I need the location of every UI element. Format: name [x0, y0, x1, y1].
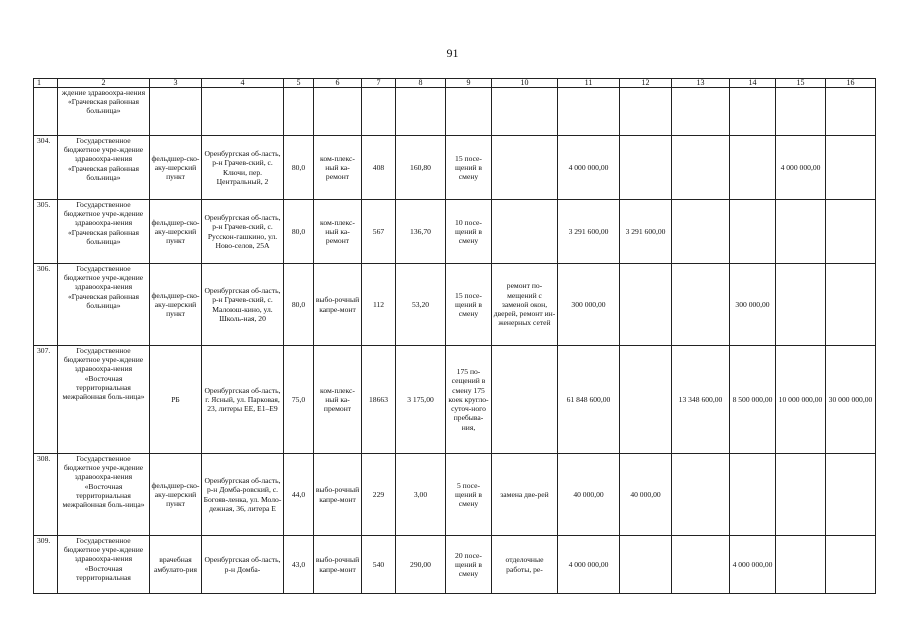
cost-col15-cell: [776, 536, 826, 594]
cost-col14-cell: 300 000,00: [730, 264, 776, 346]
cost-col15-cell: [776, 88, 826, 136]
row-number: [34, 88, 58, 136]
table-row: [34, 346, 876, 454]
header-cell: 12: [620, 79, 672, 88]
cost-col14-cell: [730, 88, 776, 136]
work-type-cell: ком-плекс-ный ка-ремонт: [314, 200, 362, 264]
cost-col12-cell: [620, 536, 672, 594]
cost-col16-cell: 30 000 000,00: [826, 346, 876, 454]
volume-cell: 3 175,00: [396, 346, 446, 454]
total-cost-cell: 4 000 000,00: [558, 136, 620, 200]
table-row: [34, 536, 876, 594]
work-description-cell: [492, 136, 558, 200]
work-description-cell: [492, 346, 558, 454]
wear-percent-cell: [284, 88, 314, 136]
area-cell: [362, 88, 396, 136]
work-description-cell: [492, 88, 558, 136]
wear-percent-cell: 80,0: [284, 200, 314, 264]
capacity-cell: 20 посе-щений в смену: [446, 536, 492, 594]
wear-percent-cell: 43,0: [284, 536, 314, 594]
cost-col13-cell: [672, 536, 730, 594]
volume-cell: [396, 88, 446, 136]
header-cell: 6: [314, 79, 362, 88]
wear-percent-cell: 80,0: [284, 264, 314, 346]
facility-type-cell: фельдшер-ско-аку-шерский пункт: [150, 136, 202, 200]
header-cell: 13: [672, 79, 730, 88]
table-row: [34, 136, 876, 200]
area-cell: 112: [362, 264, 396, 346]
cost-col13-cell: [672, 136, 730, 200]
row-number: 306.: [34, 264, 58, 346]
work-description-cell: [492, 200, 558, 264]
organization-cell: Государственное бюджетное учре-ждение здравоохра-нения «Восточная территориальная межрайонная боль-ница»: [58, 346, 150, 454]
total-cost-cell: 300 000,00: [558, 264, 620, 346]
cost-col13-cell: [672, 200, 730, 264]
capacity-cell: 10 посе-щений в смену: [446, 200, 492, 264]
address-cell: [202, 88, 284, 136]
work-type-cell: ком-плекс-ный ка-премонт: [314, 346, 362, 454]
header-cell: 16: [826, 79, 876, 88]
header-cell: 11: [558, 79, 620, 88]
header-cell: 1: [34, 79, 58, 88]
work-description-cell: замена две-рей: [492, 454, 558, 536]
address-cell: Оренбургская об-ласть, р-н Домба-ровский, с. Богояв-ленка, ул. Моло-дежная, 36, литера Е: [202, 454, 284, 536]
capacity-cell: [446, 88, 492, 136]
header-cell: 5: [284, 79, 314, 88]
wear-percent-cell: 44,0: [284, 454, 314, 536]
capacity-cell: 15 посе-щений в смену: [446, 136, 492, 200]
cost-col15-cell: [776, 264, 826, 346]
cost-col12-cell: 3 291 600,00: [620, 200, 672, 264]
total-cost-cell: 40 000,00: [558, 454, 620, 536]
table-row: [34, 200, 876, 264]
facility-type-cell: РБ: [150, 346, 202, 454]
address-cell: Оренбургская об-ласть, р-н Грачев-ский, с. Русскон-гашкино, ул. Ново-селов, 25А: [202, 200, 284, 264]
facility-type-cell: фельдшер-ско-аку-шерский пункт: [150, 264, 202, 346]
cost-col14-cell: [730, 200, 776, 264]
header-cell: 4: [202, 79, 284, 88]
header-cell: 8: [396, 79, 446, 88]
cost-col14-cell: 4 000 000,00: [730, 536, 776, 594]
total-cost-cell: [558, 88, 620, 136]
work-type-cell: выбо-рочный капре-монт: [314, 454, 362, 536]
cost-col16-cell: [826, 264, 876, 346]
cost-col16-cell: [826, 136, 876, 200]
organization-cell: Государственное бюджетное учре-ждение здравоохра-нения «Восточная территориальная межрайонная боль-ница»: [58, 454, 150, 536]
capacity-cell: 5 посе-щений в смену: [446, 454, 492, 536]
organization-cell: Государственное бюджетное учре-ждение здравоохра-нения «Восточная территориальная: [58, 536, 150, 594]
page-number: 91: [446, 46, 459, 60]
cost-col16-cell: [826, 536, 876, 594]
volume-cell: 136,70: [396, 200, 446, 264]
cost-col13-cell: [672, 264, 730, 346]
facility-type-cell: фельдшер-ско-аку-шерский пункт: [150, 200, 202, 264]
work-type-cell: выбо-рочный капре-монт: [314, 264, 362, 346]
address-cell: Оренбургская об-ласть, р-н Грачев-ский, с. Малоюш-кино, ул. Школь-ная, 20: [202, 264, 284, 346]
row-number: 309.: [34, 536, 58, 594]
row-number: 307.: [34, 346, 58, 454]
table-row: [34, 88, 876, 136]
cost-col13-cell: [672, 88, 730, 136]
volume-cell: 160,80: [396, 136, 446, 200]
facility-type-cell: фельдшер-ско-аку-шерский пункт: [150, 454, 202, 536]
cost-col12-cell: [620, 88, 672, 136]
work-type-cell: [314, 88, 362, 136]
facility-type-cell: [150, 88, 202, 136]
wear-percent-cell: 80,0: [284, 136, 314, 200]
row-number: 304.: [34, 136, 58, 200]
total-cost-cell: 4 000 000,00: [558, 536, 620, 594]
cost-col12-cell: [620, 264, 672, 346]
organization-cell: Государственное бюджетное учре-ждение здравоохра-нения «Грачевская районная больница»: [58, 264, 150, 346]
address-cell: Оренбургская об-ласть, г. Ясный, ул. Парковая, 23, литеры ЕЕ, Е1–Е9: [202, 346, 284, 454]
header-cell: 2: [58, 79, 150, 88]
header-cell: 9: [446, 79, 492, 88]
table-row: [34, 454, 876, 536]
cost-col14-cell: 8 500 000,00: [730, 346, 776, 454]
cost-col12-cell: [620, 346, 672, 454]
area-cell: 18663: [362, 346, 396, 454]
capacity-cell: 175 по-сещений в смену 175 коек кругло-суточ-ного пребыва-ния,: [446, 346, 492, 454]
repair-program-table: [33, 78, 876, 594]
capacity-cell: 15 посе-щений в смену: [446, 264, 492, 346]
area-cell: 540: [362, 536, 396, 594]
volume-cell: 53,20: [396, 264, 446, 346]
area-cell: 567: [362, 200, 396, 264]
work-description-cell: отделочные работы, ре-: [492, 536, 558, 594]
area-cell: 408: [362, 136, 396, 200]
organization-cell: Государственное бюджетное учре-ждение здравоохра-нения «Грачевская районная больница»: [58, 136, 150, 200]
total-cost-cell: 3 291 600,00: [558, 200, 620, 264]
cost-col15-cell: 4 000 000,00: [776, 136, 826, 200]
header-cell: 15: [776, 79, 826, 88]
header-cell: 10: [492, 79, 558, 88]
cost-col13-cell: [672, 454, 730, 536]
cost-col13-cell: 13 348 600,00: [672, 346, 730, 454]
work-type-cell: выбо-рочный капре-монт: [314, 536, 362, 594]
cost-col16-cell: [826, 200, 876, 264]
row-number: 305.: [34, 200, 58, 264]
table-row: [34, 264, 876, 346]
volume-cell: 3,00: [396, 454, 446, 536]
work-type-cell: ком-плекс-ный ка-ремонт: [314, 136, 362, 200]
total-cost-cell: 61 848 600,00: [558, 346, 620, 454]
volume-cell: 290,00: [396, 536, 446, 594]
cost-col16-cell: [826, 88, 876, 136]
address-cell: Оренбургская об-ласть, р-н Домба-: [202, 536, 284, 594]
cost-col15-cell: [776, 454, 826, 536]
organization-cell: Государственное бюджетное учре-ждение здравоохра-нения «Грачевская районная больница»: [58, 200, 150, 264]
cost-col14-cell: [730, 136, 776, 200]
wear-percent-cell: 75,0: [284, 346, 314, 454]
work-description-cell: ремонт по-мещений с заменой окон, дверей, ремонт ин-женерных сетей: [492, 264, 558, 346]
row-number: 308.: [34, 454, 58, 536]
header-cell: 7: [362, 79, 396, 88]
organization-cell: ждение здравоохра-нения «Грачевская районная больница»: [58, 88, 150, 136]
cost-col12-cell: [620, 136, 672, 200]
area-cell: 229: [362, 454, 396, 536]
cost-col15-cell: 10 000 000,00: [776, 346, 826, 454]
cost-col12-cell: 40 000,00: [620, 454, 672, 536]
cost-col14-cell: [730, 454, 776, 536]
header-row: [34, 79, 876, 88]
header-cell: 14: [730, 79, 776, 88]
address-cell: Оренбургская об-ласть, р-н Грачев-ский, с. Ключи, пер. Центральный, 2: [202, 136, 284, 200]
cost-col16-cell: [826, 454, 876, 536]
cost-col15-cell: [776, 200, 826, 264]
header-cell: 3: [150, 79, 202, 88]
facility-type-cell: врачебная амбулато-рия: [150, 536, 202, 594]
